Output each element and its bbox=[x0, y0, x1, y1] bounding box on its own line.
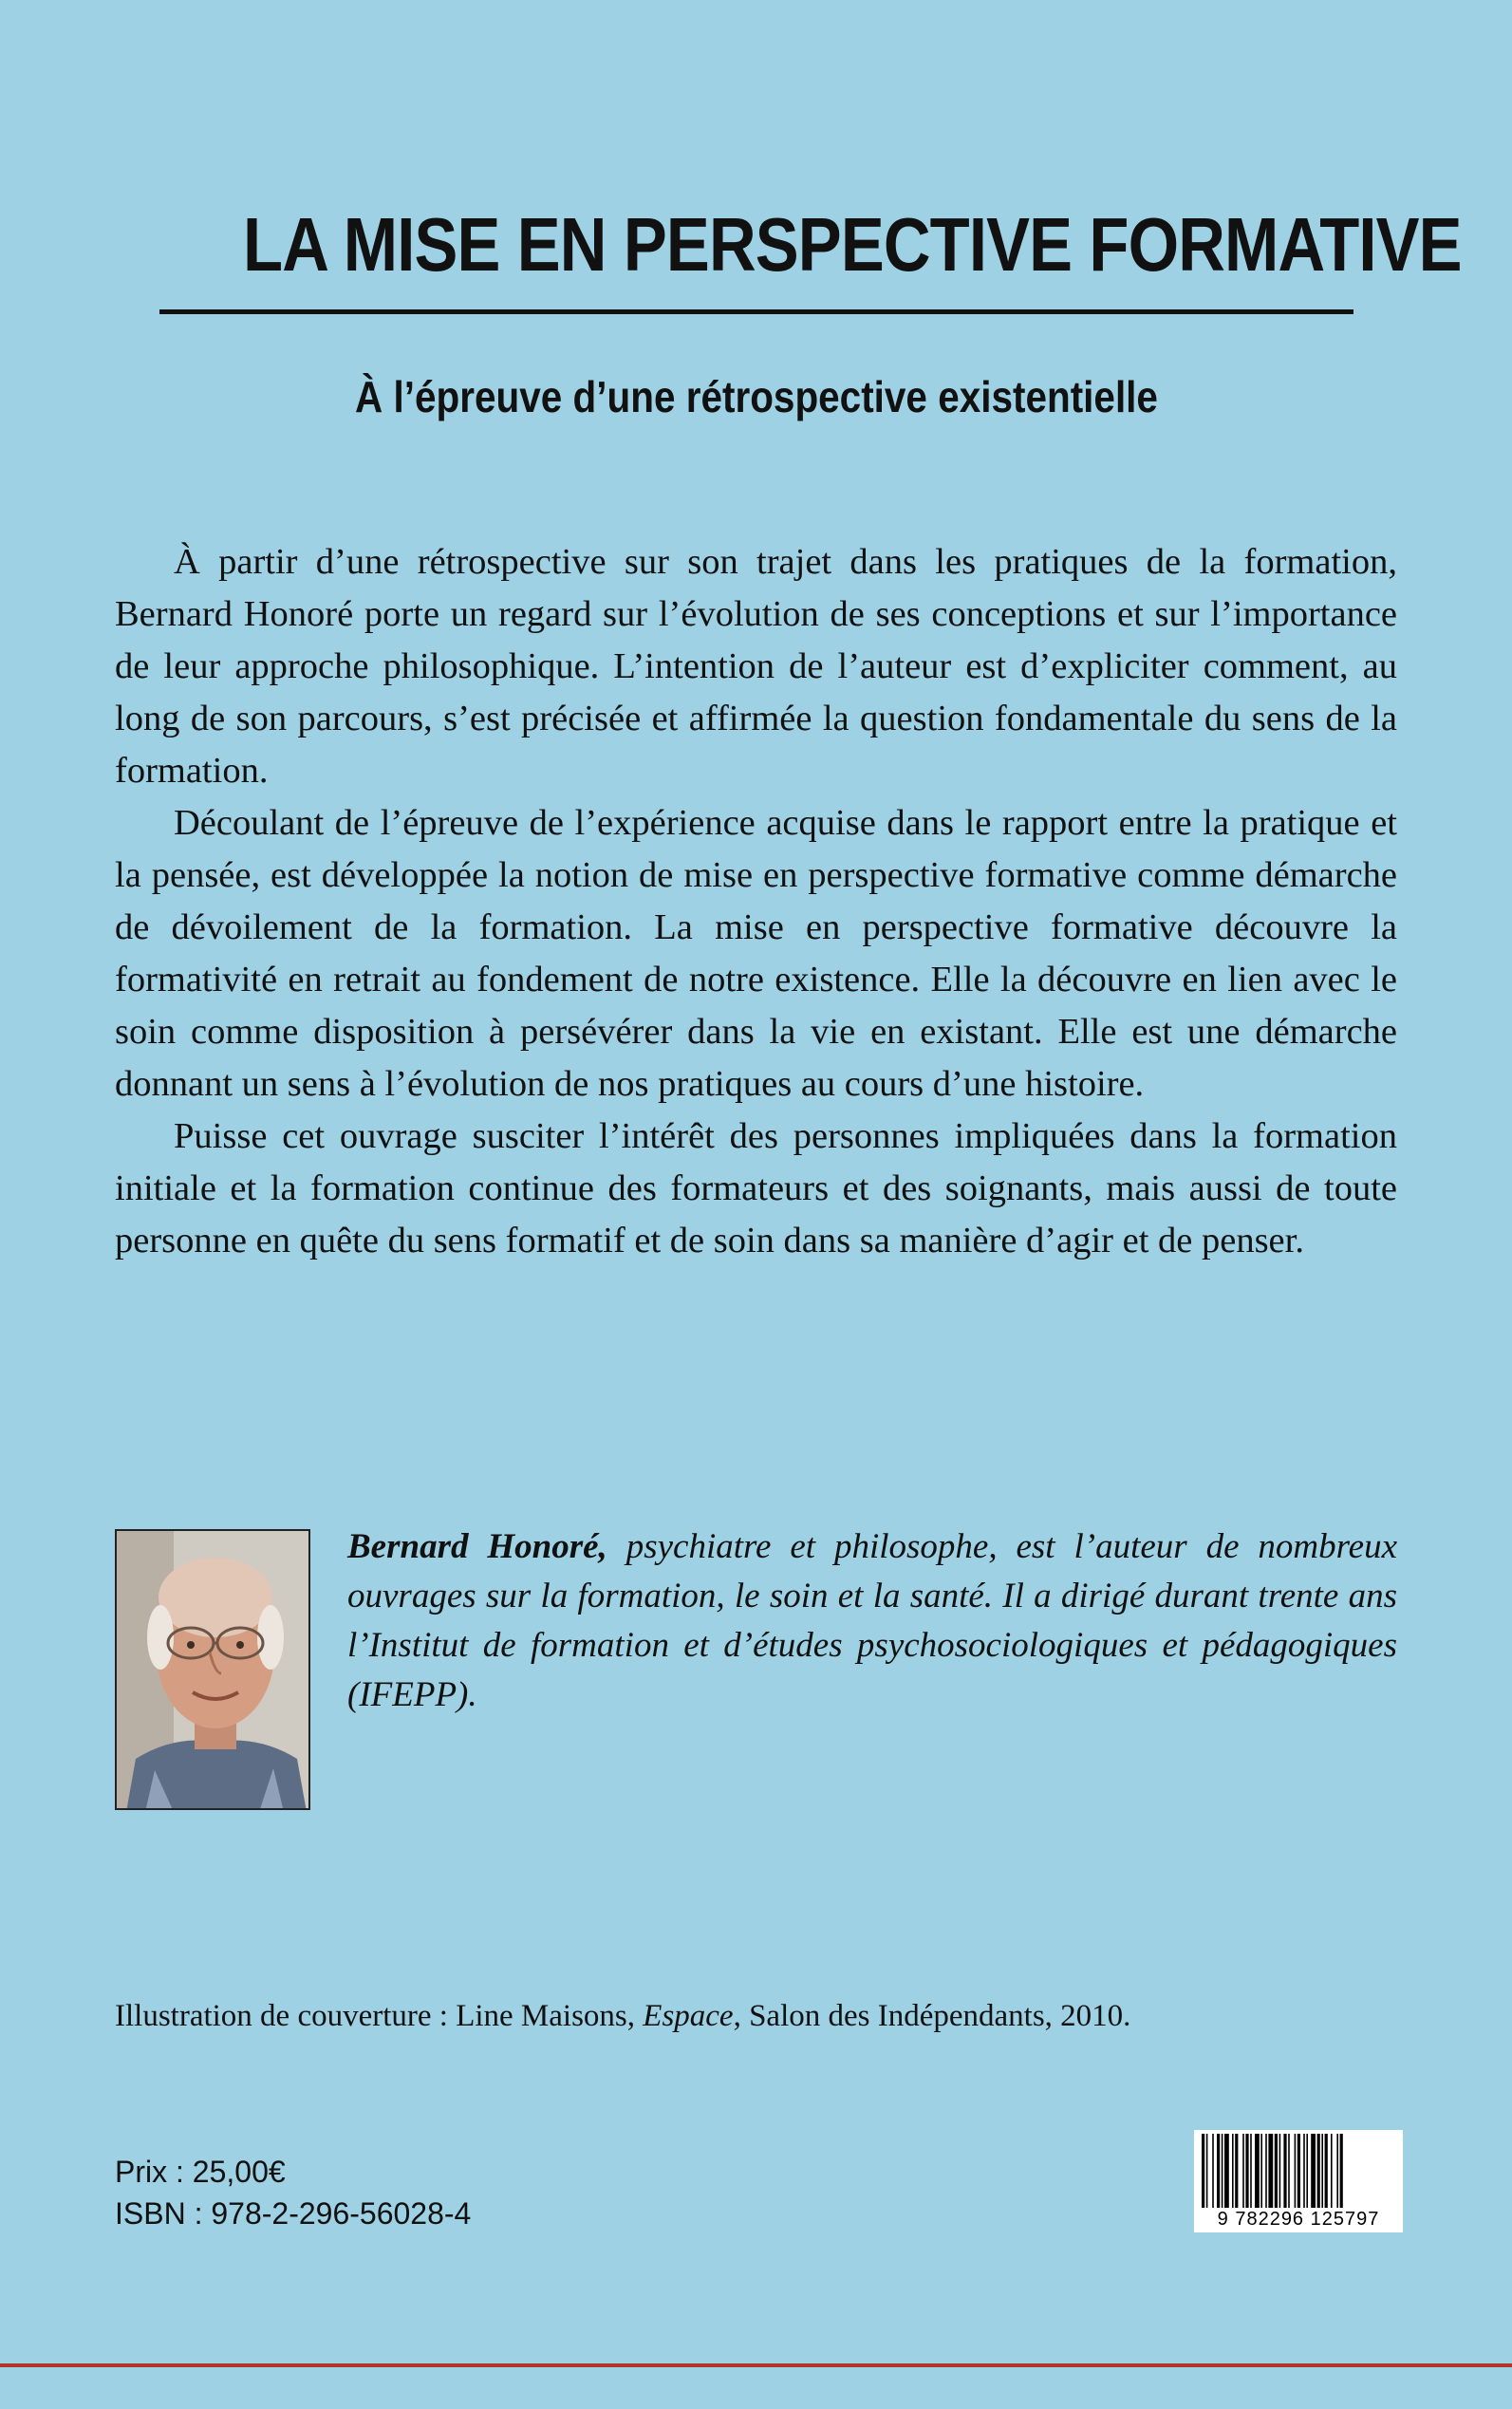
barcode-bar bbox=[1222, 2134, 1223, 2208]
title-underline bbox=[159, 309, 1353, 314]
barcode-bar bbox=[1311, 2134, 1316, 2208]
barcode-bar bbox=[1232, 2134, 1234, 2208]
barcode-bar bbox=[1245, 2134, 1248, 2208]
isbn: ISBN : 978-2-296-56028-4 bbox=[115, 2196, 472, 2231]
barcode-bar bbox=[1224, 2134, 1229, 2208]
barcode-bar bbox=[1297, 2134, 1300, 2208]
book-subtitle: À l’épreuve d’une rétrospective existentielle bbox=[355, 372, 1158, 421]
blurb-paragraph: Découlant de l’épreuve de l’expérience acquise dans le rapport entre la pratique et la pensée, est développée la notion de mise en perspective formative comme démarche de dévoilement de la formation. La mise en perspective formative découvre la formativité en retrait au fondement de notre existence. Elle la découvre en lien avec le soin comme disposition à persévérer dans la vie en existant. Elle est une démarche donnant un sens à l’évolution de nos pratiques au cours d’une histoire. bbox=[115, 803, 1397, 1104]
barcode-bar bbox=[1235, 2134, 1238, 2208]
barcode-bar bbox=[1336, 2134, 1338, 2208]
blurb-paragraph: Puisse cet ouvrage susciter l’intérêt des personnes impliquées dans la formation initiale et la formation continue des formateurs et des soignants, mais aussi de toute personne en quête du sens formatif et de soin dans sa manière d’agir et de penser. bbox=[115, 1116, 1397, 1261]
credit-prefix: Illustration de couverture : Line Maisons, bbox=[115, 1999, 644, 2033]
footer-rule bbox=[0, 2363, 1512, 2367]
barcode-bar bbox=[1202, 2134, 1204, 2208]
credit-work-title: Espace bbox=[643, 1999, 734, 2033]
barcode-bar bbox=[1306, 2134, 1308, 2208]
barcode-bar bbox=[1317, 2134, 1320, 2208]
barcode-bar bbox=[1260, 2134, 1262, 2208]
illustration-credit bbox=[115, 1995, 1397, 2037]
barcode-bar bbox=[1250, 2134, 1252, 2208]
barcode-bar bbox=[1265, 2134, 1267, 2208]
barcode-bar bbox=[1242, 2134, 1244, 2208]
barcode-digits: 9 782296 125797 bbox=[1217, 2209, 1380, 2230]
barcode-bar bbox=[1212, 2134, 1214, 2208]
author-bio bbox=[347, 1522, 1397, 1720]
blurb bbox=[115, 536, 1397, 1267]
barcode bbox=[1194, 2130, 1403, 2232]
barcode-bar bbox=[1288, 2134, 1290, 2208]
barcode-bar bbox=[1217, 2134, 1220, 2208]
barcode-bar bbox=[1325, 2134, 1328, 2208]
barcode-bars bbox=[1202, 2134, 1395, 2208]
author-name: Bernard Honoré, bbox=[347, 1527, 607, 1566]
book-title: LA MISE EN PERSPECTIVE FORMATIVE bbox=[243, 202, 1462, 287]
barcode-bar bbox=[1275, 2134, 1278, 2208]
barcode-bar bbox=[1303, 2134, 1305, 2208]
barcode-bar bbox=[1321, 2134, 1323, 2208]
barcode-bar bbox=[1206, 2134, 1208, 2208]
author-portrait bbox=[115, 1529, 310, 1810]
barcode-bar bbox=[1283, 2134, 1286, 2208]
author-portrait-illustration bbox=[117, 1531, 310, 1810]
barcode-bar bbox=[1340, 2134, 1343, 2208]
barcode-bar bbox=[1331, 2134, 1333, 2208]
barcode-bar bbox=[1295, 2134, 1297, 2208]
barcode-bar bbox=[1255, 2134, 1260, 2208]
author-bio-text: psychiatre et philosophe, est l’auteur de nombreux ouvrages sur la formation, le soin et la santé. Il a dirigé durant trente ans l’Institut de formation et d’études psychosociologiques et pédagogiques (IFEPP). bbox=[347, 1527, 1398, 1714]
barcode-bar bbox=[1268, 2134, 1273, 2208]
blurb-paragraph: À partir d’une rétrospective sur son trajet dans les pratiques de la formation, Bernard Honoré porte un regard sur l’évolution de ses conceptions et sur l’importance de leur approche philosophique. L’intention de l’auteur est d’expliciter comment, au long de son parcours, s’est précisée et affirmée la question fondamentale du sens de la formation. bbox=[115, 542, 1397, 791]
price: Prix : 25,00€ bbox=[115, 2155, 286, 2189]
credit-suffix: , Salon des Indépendants, 2010. bbox=[733, 1999, 1131, 2033]
barcode-bar bbox=[1279, 2134, 1281, 2208]
